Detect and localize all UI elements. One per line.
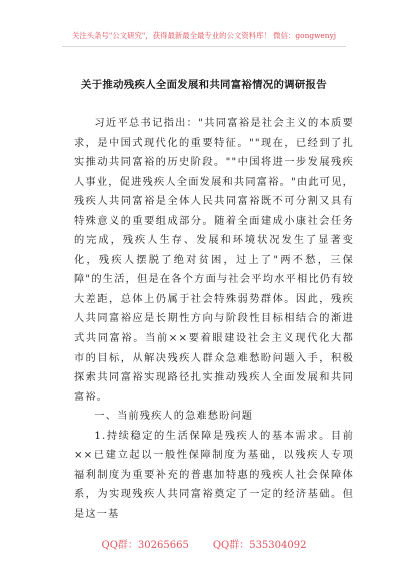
header-divider xyxy=(62,46,346,47)
footer-qq-groups xyxy=(0,536,408,551)
body-paragraph: 习近平总书记指出："共同富裕是社会主义的本质要求，是中国式现代化的重要特征。""现在，已经到了扎实推动共同富裕的历史阶段。""中国将进一步发展残疾人事业，促进残疾人全面发展和共同富裕。"由此可见，残疾人共同富裕是全体人民共同富裕既不可分割又具有特殊意义的重要组成部分。随着全面建成小康社会任务的完成，残疾人生存、发展和环境状况发生了显著变化，残疾人摆脱了绝对贫困，过上了"两不愁，三保障"的生活，但是在各个方面与社会平均水平相比仍有较大差距，总体上仍属于社会特殊弱势群体。因此，残疾人共同富裕应是长期性方向与阶段性目标相结合的渐进式共同富裕。当前××要着眼建设社会主义现代化大都市的目标，从解决残疾人群众急难愁盼问题入手，积极探索共同富裕实现路径扎实推动残疾人全面发展和共同富裕。 xyxy=(74,118,354,403)
document-title: 关于推动残疾人全面发展和共同富裕情况的调研报告 xyxy=(81,79,327,91)
section-heading: 一、当前残疾人的急难愁盼问题 xyxy=(94,411,254,423)
body-paragraph: 1.持续稳定的生活保障是残疾人的基本需求。目前××已建立起以一般性保障制度为基础，以残疾人专项福利制度为重要补充的普惠加特惠的残疾人社会保障体系，为实现残疾人共同富裕奠定了一定的经济基础。但是这一基 xyxy=(74,430,354,520)
footer-qq-group-2: QQ群：535304092 xyxy=(212,540,307,551)
document-body xyxy=(74,114,354,524)
footer-qq-group-1: QQ群：30265665 xyxy=(101,540,189,551)
header-promo-text: 关注头条号"公文研究"，获得最新最全最专业的公文资料库！ 微信：gongwenyj xyxy=(71,31,337,40)
